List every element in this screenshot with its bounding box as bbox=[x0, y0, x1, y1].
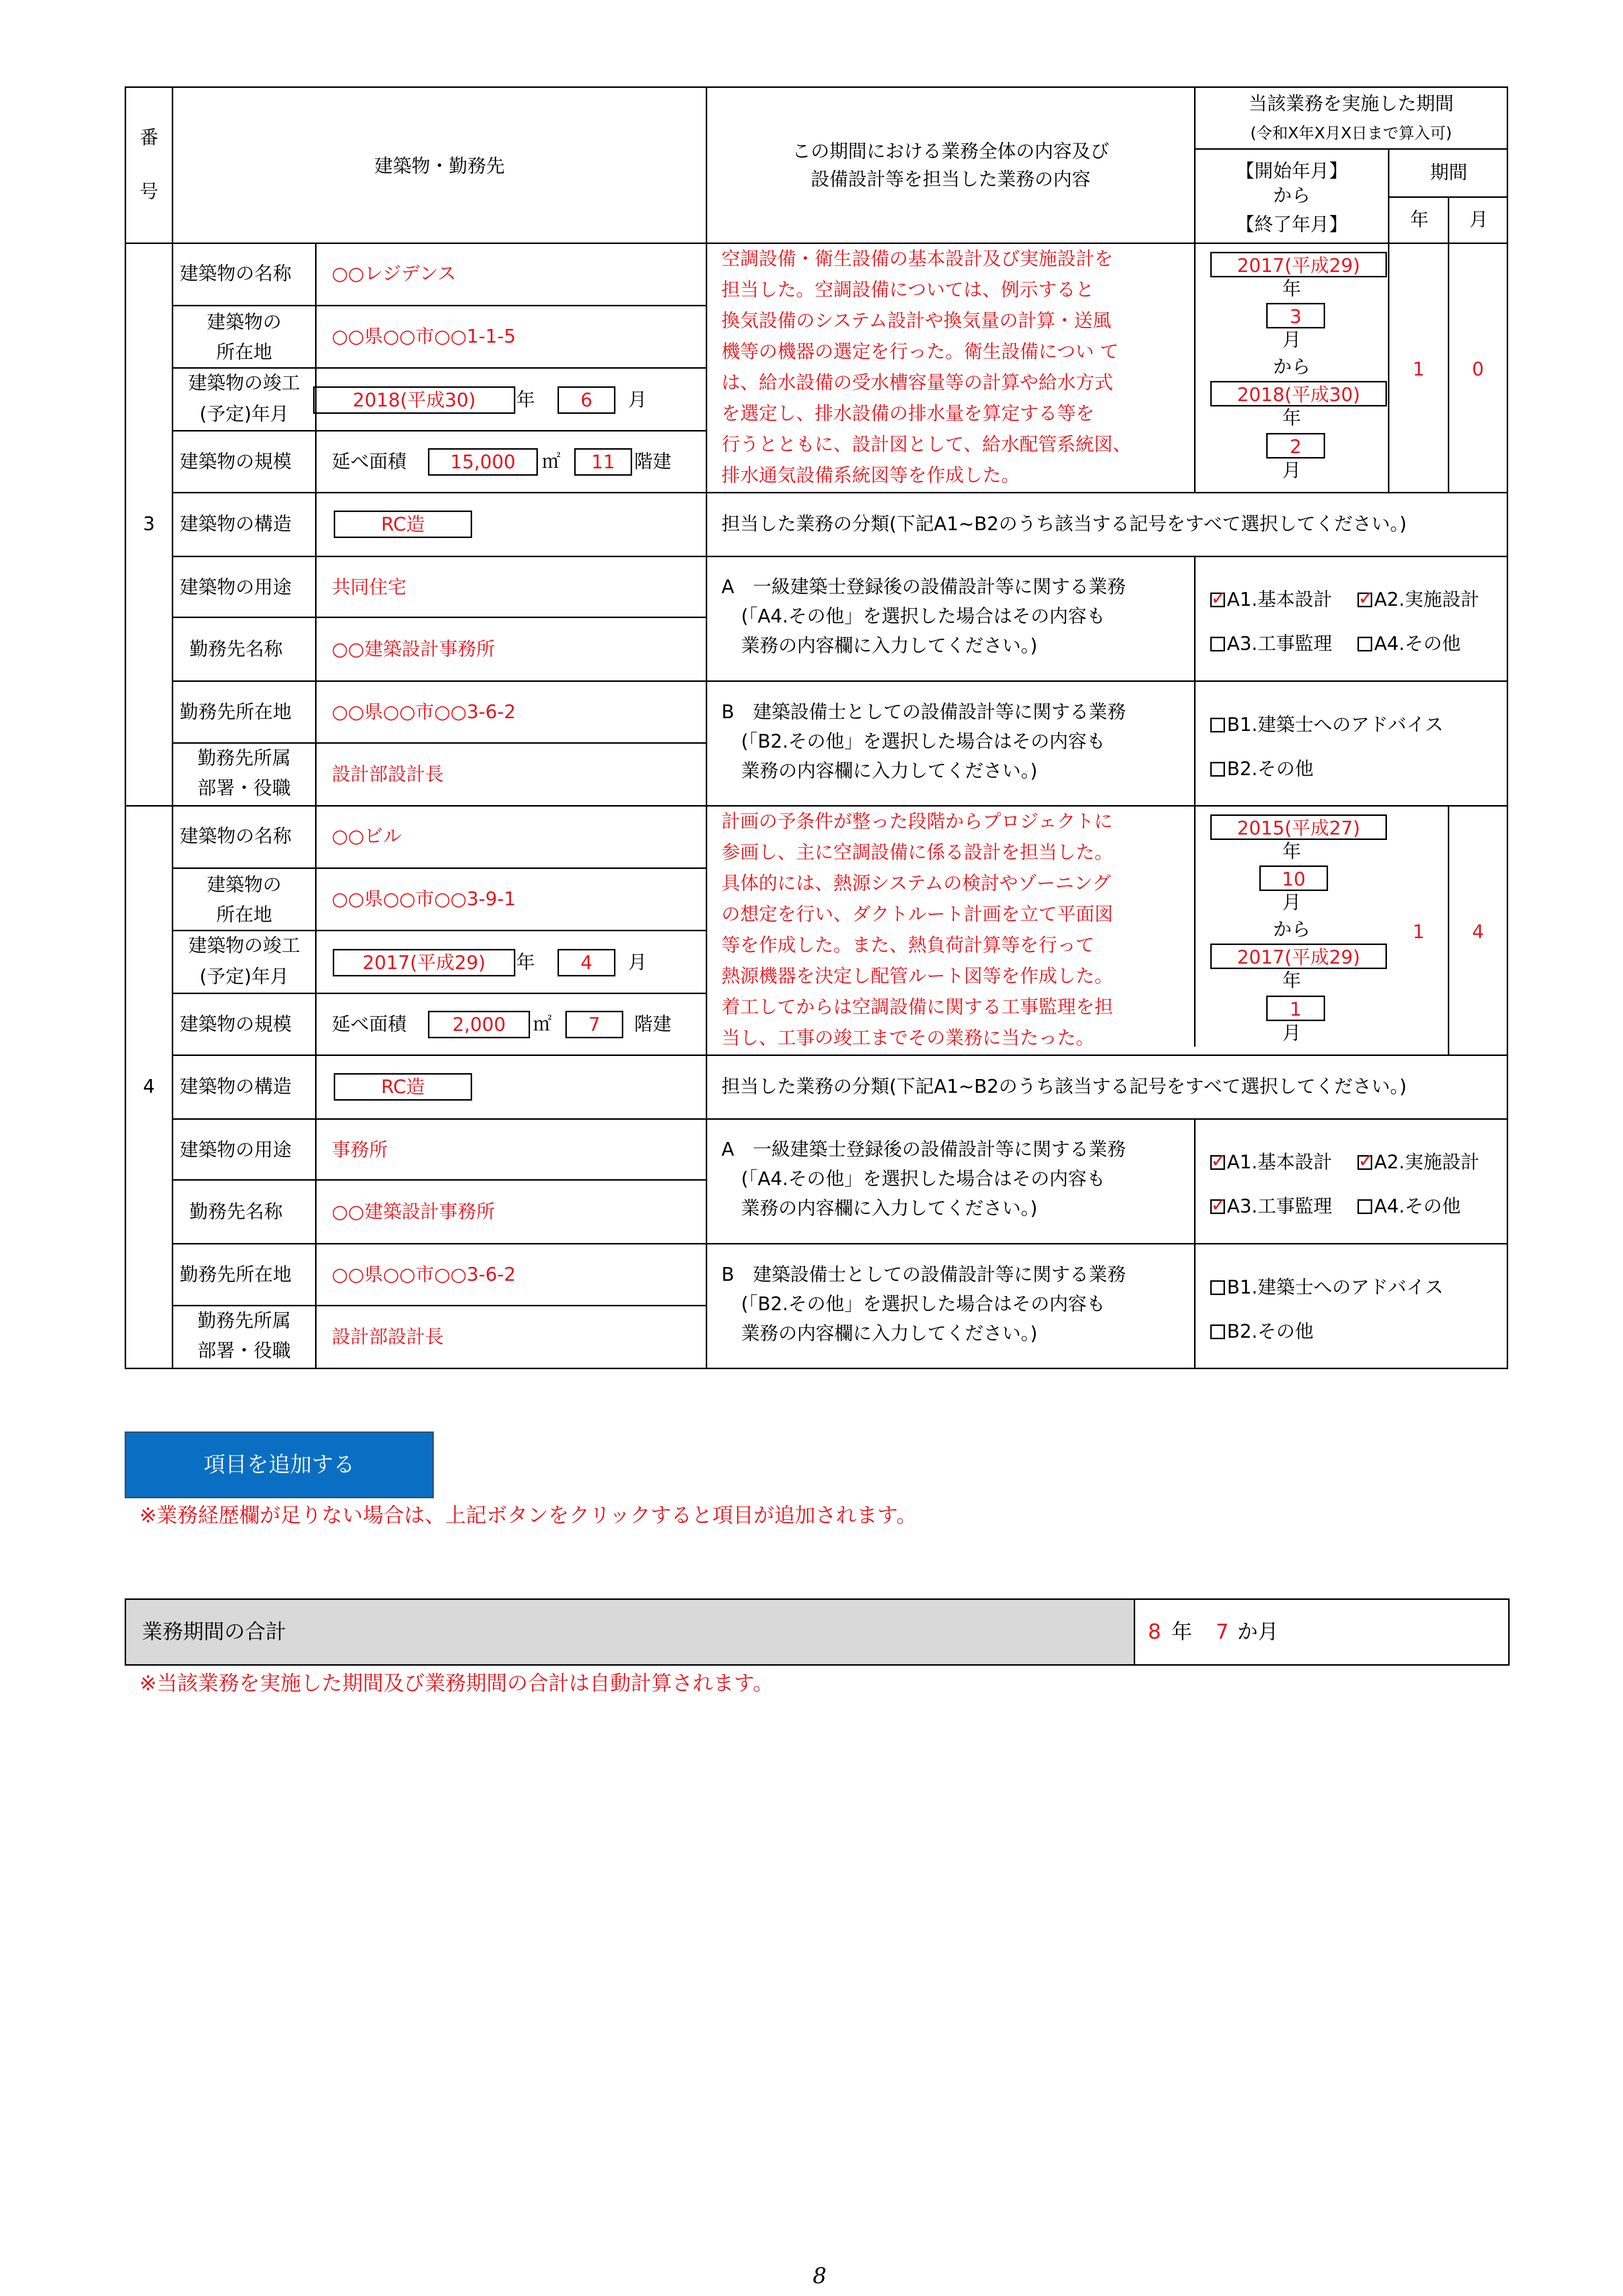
checkbox-icon[interactable] bbox=[1210, 593, 1225, 607]
bldg-name-value[interactable]: ○○レジデンス bbox=[332, 263, 456, 284]
total-note: ※当該業務を実施した期間及び業務期間の合計は自動計算されます。 bbox=[139, 1671, 773, 1695]
label-employer-location: 勤務先所在地 bbox=[180, 701, 292, 723]
label-employer-location: 勤務先所在地 bbox=[180, 1264, 292, 1285]
total-years: 8 bbox=[1148, 1620, 1161, 1644]
checkbox-icon[interactable] bbox=[1210, 1324, 1225, 1339]
header-start: 【開始年月】 bbox=[1235, 160, 1348, 182]
tsuki-label: 月 bbox=[1282, 329, 1301, 351]
floors-field[interactable]: 11 bbox=[574, 448, 632, 476]
category-b-text: 業務の内容欄に入力してください。) bbox=[741, 1323, 1038, 1344]
header-end: 【終了年月】 bbox=[1235, 214, 1348, 235]
start-month-field[interactable]: 10 bbox=[1259, 865, 1328, 891]
checkbox-icon[interactable] bbox=[1210, 1280, 1225, 1295]
completion-year-field[interactable]: 2017(平成29) bbox=[333, 949, 515, 976]
label-bldg-name: 建築物の名称 bbox=[180, 825, 292, 847]
add-item-button[interactable] bbox=[125, 1432, 434, 1498]
sqm-label: ㎡ bbox=[542, 451, 561, 472]
label-bldg-loc: 建築物の bbox=[207, 311, 282, 333]
tsuki-label: 月 bbox=[1282, 1022, 1301, 1044]
employer-name-value[interactable]: ○○建築設計事務所 bbox=[332, 1201, 495, 1222]
category-a-text: 業務の内容欄に入力してください。) bbox=[741, 635, 1038, 656]
floor-area-field[interactable]: 15,000 bbox=[428, 448, 538, 476]
end-month-field[interactable]: 2 bbox=[1266, 433, 1325, 459]
label-bldg-completion: (予定)年月 bbox=[199, 403, 289, 425]
label-bldg-structure: 建築物の構造 bbox=[180, 1076, 292, 1097]
department-value[interactable]: 設計部設計長 bbox=[332, 763, 444, 785]
header-duration: 期間 bbox=[1430, 162, 1467, 183]
checkbox-a3[interactable]: A3.工事監理 bbox=[1210, 631, 1332, 656]
page-number: 8 bbox=[813, 2264, 826, 2289]
checkbox-a2[interactable]: ✓ A2.実施設計 bbox=[1357, 587, 1479, 612]
sqm-label: ㎡ bbox=[533, 1013, 552, 1035]
total-row bbox=[125, 1598, 1510, 1666]
label-bldg-structure: 建築物の構造 bbox=[180, 513, 292, 535]
total-label-cell bbox=[126, 1600, 1135, 1664]
header-building-employer: 建築物・勤務先 bbox=[374, 155, 505, 177]
tsuki-label: 月 bbox=[628, 951, 647, 973]
end-month-field[interactable]: 1 bbox=[1266, 996, 1325, 1021]
checkbox-b1[interactable]: B1.建築士へのアドバイス bbox=[1210, 712, 1443, 737]
start-month-field[interactable]: 3 bbox=[1266, 303, 1325, 328]
floors-label: 階建 bbox=[634, 451, 672, 472]
completion-month-field[interactable]: 6 bbox=[558, 386, 615, 414]
nen-label: 年 bbox=[1282, 970, 1301, 991]
category-a-text: A 一級建築士登録後の設備設計等に関する業務 bbox=[721, 576, 1126, 597]
label-bldg-name: 建築物の名称 bbox=[180, 263, 292, 284]
nen-label: 年 bbox=[516, 951, 535, 973]
total-year-unit: 年 bbox=[1171, 1620, 1193, 1644]
start-year-field[interactable]: 2017(平成29) bbox=[1210, 252, 1387, 277]
floors-field[interactable]: 7 bbox=[565, 1011, 623, 1038]
tsuki-label: 月 bbox=[628, 389, 647, 410]
label-bldg-scale: 建築物の規模 bbox=[180, 451, 292, 472]
structure-field[interactable]: RC造 bbox=[334, 1073, 472, 1101]
header-year: 年 bbox=[1410, 209, 1429, 230]
label-bldg-loc: 所在地 bbox=[216, 341, 272, 363]
checkbox-icon[interactable] bbox=[1210, 762, 1225, 777]
bldg-location-value[interactable]: ○○県○○市○○1-1-5 bbox=[332, 325, 516, 347]
employer-name-value[interactable]: ○○建築設計事務所 bbox=[332, 638, 495, 660]
floor-area-label: 延べ面積 bbox=[332, 1013, 407, 1035]
checkbox-a4[interactable]: A4.その他 bbox=[1357, 631, 1461, 656]
label-bldg-loc: 所在地 bbox=[216, 904, 272, 925]
duration-years: 1 bbox=[1412, 358, 1425, 380]
header-number: 番 bbox=[139, 127, 159, 148]
checkbox-a3[interactable]: ✓A3.工事監理 bbox=[1210, 1194, 1332, 1218]
label-bldg-loc: 建築物の bbox=[207, 874, 282, 895]
header-number: 号 bbox=[139, 181, 159, 202]
work-description[interactable]: 空調設備・衛生設備の基本設計及び実施設計を 担当した。空調設備については、例示すると 換気設備のシステム設計や換気量の計算・送風 機等の機器の選定を行った。衛生設備につい て は、給水設備の受水槽容量等の計算や給水方式 を選定し、排水設備の排水量を算定する等を 行うとともに、設計図として、給水配管系統図、 排水通気設備系統図等を作成した。 bbox=[721, 248, 1132, 486]
category-a-text: (「A4.その他」を選択した場合はその内容も bbox=[741, 605, 1106, 627]
checkbox-icon[interactable] bbox=[1357, 1199, 1372, 1214]
header-period-note: (令和X年X月X日まで算入可) bbox=[1250, 124, 1452, 142]
category-b-text: 業務の内容欄に入力してください。) bbox=[741, 760, 1038, 782]
duration-years: 1 bbox=[1412, 921, 1425, 943]
bldg-location-value[interactable]: ○○県○○市○○3-9-1 bbox=[332, 888, 516, 910]
label-employer-name: 勤務先名称 bbox=[189, 638, 283, 660]
kara-label: から bbox=[1273, 356, 1310, 378]
total-label: 業務期間の合計 bbox=[142, 1620, 287, 1644]
header-content: 設備設計等を担当した業務の内容 bbox=[810, 168, 1091, 190]
add-item-note: ※業務経歴欄が足りない場合は、上記ボタンをクリックすると項目が追加されます。 bbox=[139, 1503, 917, 1527]
total-months: 7 bbox=[1216, 1620, 1229, 1644]
duration-months: 4 bbox=[1472, 921, 1484, 943]
checkbox-icon[interactable] bbox=[1210, 1155, 1225, 1170]
label-employer-dept: 勤務先所属 bbox=[197, 747, 291, 769]
header-kara: から bbox=[1273, 185, 1310, 206]
checkbox-b1[interactable]: B1.建築士へのアドバイス bbox=[1210, 1275, 1443, 1299]
label-employer-dept: 勤務先所属 bbox=[197, 1310, 291, 1331]
duration-months: 0 bbox=[1472, 358, 1484, 380]
total-month-unit: か月 bbox=[1237, 1620, 1279, 1644]
category-a-text: 業務の内容欄に入力してください。) bbox=[741, 1197, 1038, 1219]
floors-label: 階建 bbox=[634, 1013, 672, 1035]
label-bldg-scale: 建築物の規模 bbox=[180, 1013, 292, 1035]
checkbox-a4[interactable]: A4.その他 bbox=[1357, 1194, 1461, 1218]
entry-number: 3 bbox=[143, 513, 155, 535]
checkbox-icon[interactable] bbox=[1357, 1155, 1372, 1170]
kara-label: から bbox=[1273, 918, 1310, 940]
add-item-button-label: 項目を追加する bbox=[204, 1452, 355, 1477]
bldg-name-value[interactable]: ○○ビル bbox=[332, 825, 402, 847]
start-year-field[interactable]: 2015(平成27) bbox=[1210, 814, 1387, 840]
nen-label: 年 bbox=[1282, 278, 1301, 299]
label-bldg-use: 建築物の用途 bbox=[180, 576, 292, 598]
category-b-text: (「B2.その他」を選択した場合はその内容も bbox=[741, 1293, 1106, 1315]
label-bldg-completion: (予定)年月 bbox=[199, 966, 289, 987]
checkbox-b2[interactable]: B2.その他 bbox=[1210, 756, 1313, 781]
floor-area-field[interactable]: 2,000 bbox=[428, 1011, 530, 1038]
checkbox-icon[interactable] bbox=[1210, 718, 1225, 732]
label-employer-dept: 部署・役職 bbox=[197, 1340, 291, 1361]
category-a-text: (「A4.その他」を選択した場合はその内容も bbox=[741, 1168, 1106, 1189]
checkbox-icon[interactable] bbox=[1357, 637, 1372, 651]
checkbox-icon[interactable] bbox=[1210, 637, 1225, 651]
work-description[interactable]: 計画の予条件が整った段階からプロジェクトに 参画し、主に空調設備に係る設計を担当した。 具体的には、熱源システムの検討やゾーニング の想定を行い、ダクトルート計画を立て平面図 等を作成した。また、熱負荷計算等を行って 熱源機器を決定し配管ルート図等を作成した。 着工してからは空調設備に関する工事監理を担 当し、工事の竣工までその業務に当たった。 bbox=[721, 810, 1114, 1049]
tsuki-label: 月 bbox=[1282, 459, 1301, 481]
label-bldg-completion: 建築物の竣工 bbox=[188, 935, 300, 956]
department-value[interactable]: 設計部設計長 bbox=[332, 1326, 444, 1348]
nen-label: 年 bbox=[1282, 840, 1301, 862]
header-month: 月 bbox=[1469, 209, 1488, 230]
label-bldg-completion: 建築物の竣工 bbox=[188, 372, 300, 394]
floor-area-label: 延べ面積 bbox=[332, 451, 407, 472]
header-period: 当該業務を実施した期間 bbox=[1248, 93, 1454, 114]
completion-year-field[interactable]: 2018(平成30) bbox=[313, 386, 515, 414]
category-title: 担当した業務の分類(下記A1~B2のうち該当する記号をすべて選択してください。) bbox=[721, 1076, 1407, 1097]
structure-field[interactable]: RC造 bbox=[334, 511, 472, 538]
employer-location-value[interactable]: ○○県○○市○○3-6-2 bbox=[332, 1264, 516, 1285]
category-a-text: A 一級建築士登録後の設備設計等に関する業務 bbox=[721, 1138, 1126, 1160]
category-b-text: (「B2.その他」を選択した場合はその内容も bbox=[741, 730, 1106, 752]
tsuki-label: 月 bbox=[1282, 891, 1301, 913]
bldg-use-value[interactable]: 共同住宅 bbox=[332, 576, 407, 598]
label-employer-name: 勤務先名称 bbox=[189, 1201, 283, 1222]
header-content: この期間における業務全体の内容及び bbox=[792, 140, 1109, 162]
label-bldg-use: 建築物の用途 bbox=[180, 1139, 292, 1161]
checkbox-icon[interactable] bbox=[1210, 1199, 1225, 1214]
label-employer-dept: 部署・役職 bbox=[197, 777, 291, 799]
category-b-text: B 建築設備士としての設備設計等に関する業務 bbox=[721, 701, 1126, 723]
checkbox-a2[interactable]: ✓ A2.実施設計 bbox=[1357, 1150, 1479, 1174]
employer-location-value[interactable]: ○○県○○市○○3-6-2 bbox=[332, 701, 516, 723]
nen-label: 年 bbox=[516, 389, 535, 410]
end-year-field[interactable]: 2018(平成30) bbox=[1210, 381, 1387, 406]
checkbox-a1[interactable]: ✓A1.基本設計 bbox=[1210, 1150, 1332, 1174]
checkbox-b2[interactable]: B2.その他 bbox=[1210, 1319, 1313, 1344]
completion-month-field[interactable]: 4 bbox=[558, 949, 615, 976]
category-title: 担当した業務の分類(下記A1~B2のうち該当する記号をすべて選択してください。) bbox=[721, 513, 1407, 535]
end-year-field[interactable]: 2017(平成29) bbox=[1210, 944, 1387, 969]
category-b-text: B 建築設備士としての設備設計等に関する業務 bbox=[721, 1264, 1126, 1285]
entry-number: 4 bbox=[143, 1076, 155, 1097]
checkbox-icon[interactable] bbox=[1357, 593, 1372, 607]
nen-label: 年 bbox=[1282, 407, 1301, 429]
bldg-use-value[interactable]: 事務所 bbox=[332, 1139, 388, 1161]
checkbox-a1[interactable]: ✓A1.基本設計 bbox=[1210, 587, 1332, 612]
